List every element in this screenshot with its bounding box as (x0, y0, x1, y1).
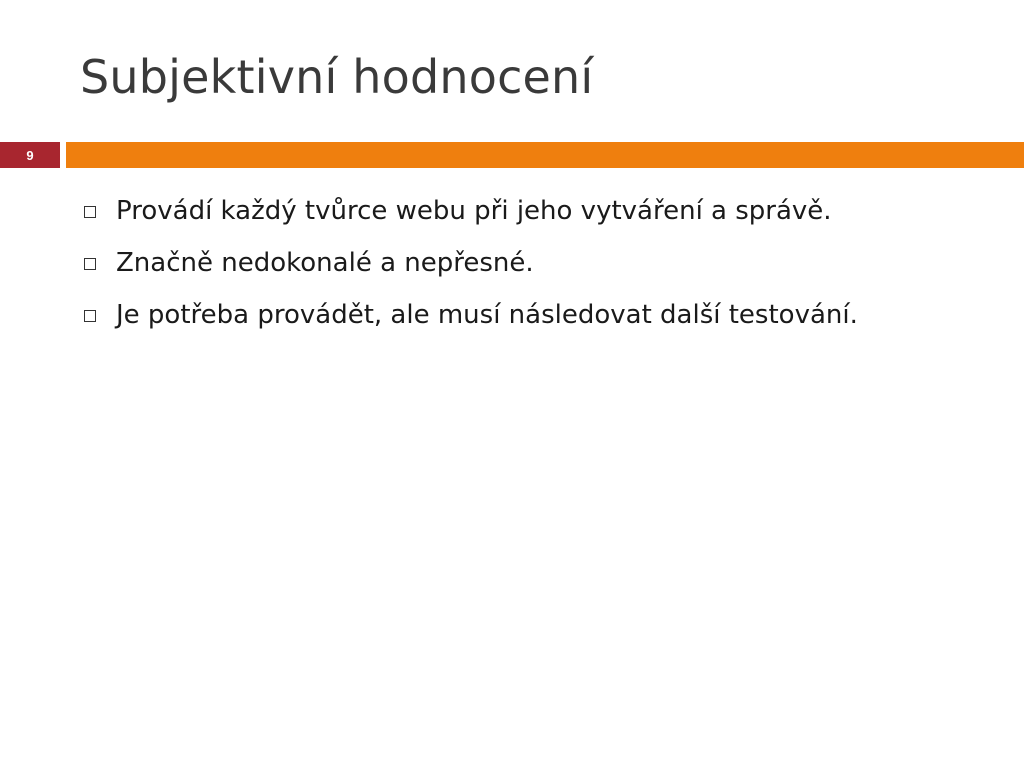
square-bullet-icon (84, 310, 96, 322)
bullet-text: Je potřeba provádět, ale musí následovat další testování. (116, 300, 858, 330)
bullet-text: Provádí každý tvůrce webu při jeho vytváření a správě. (116, 196, 832, 226)
bullet-item (80, 244, 940, 282)
bullet-text: Značně nedokonalé a nepřesné. (116, 248, 534, 278)
bullet-item (80, 296, 940, 334)
bullet-item (80, 192, 940, 230)
square-bullet-icon (84, 206, 96, 218)
bullet-list (80, 192, 940, 348)
slide-title: Subjektivní hodnocení (80, 50, 594, 104)
square-bullet-icon (84, 258, 96, 270)
accent-bar (66, 142, 1024, 168)
page-number-label: 9 (26, 147, 34, 163)
page-number (0, 142, 60, 168)
